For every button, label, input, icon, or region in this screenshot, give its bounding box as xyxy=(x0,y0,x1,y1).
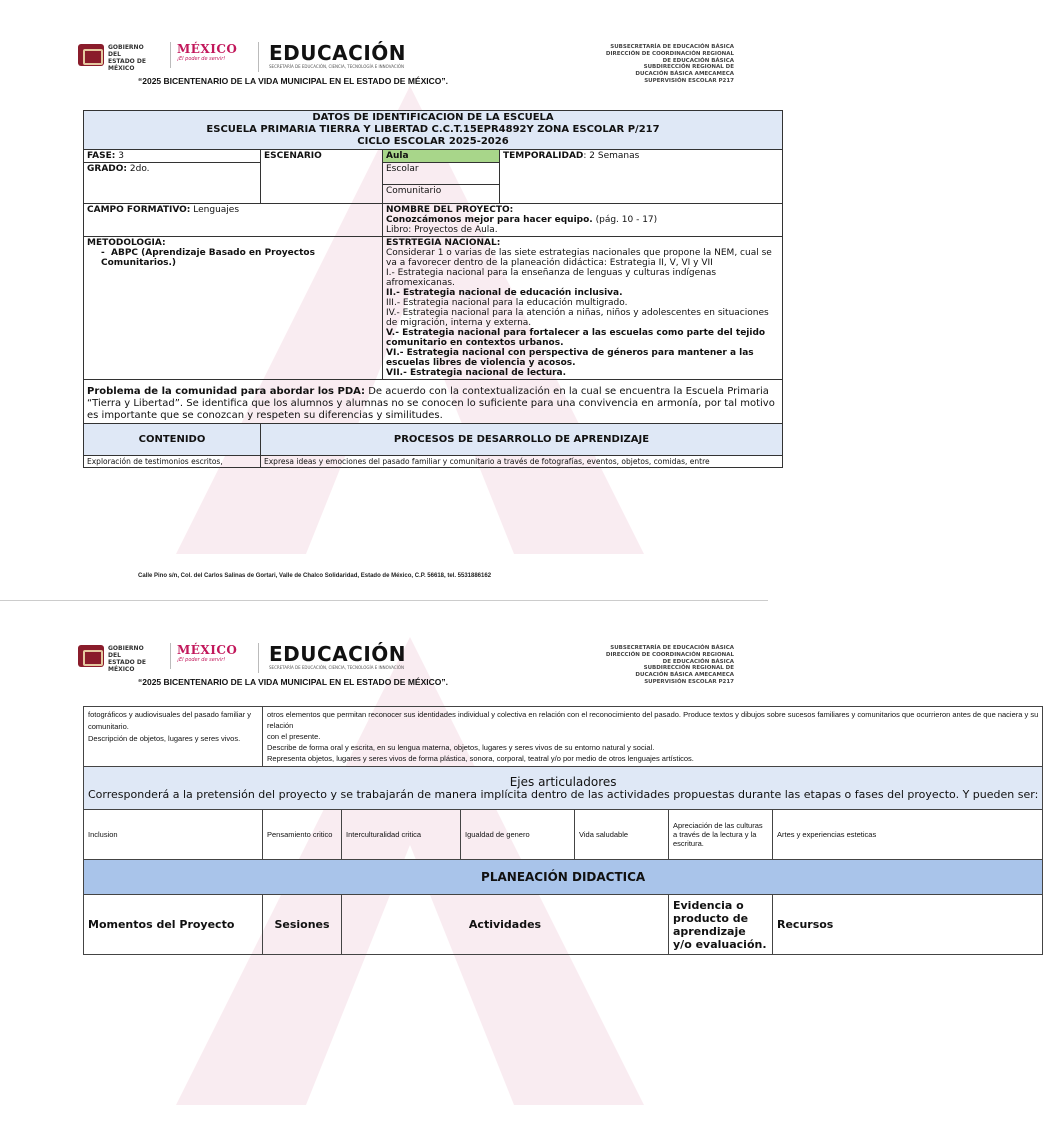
procesos-continuation xyxy=(263,707,1043,767)
problema-text: De acuerdo con la contextualización en la cual se encuentra la Escuela Primaria “Tierra y Libertad”. Se identifica que los alumnos y alumnas no se conocen lo suficiente para una convivencia en armonía, por tal motivo es importante que se conozcan y respeten su diferencias y similitudes. xyxy=(87,386,775,421)
problema-label: Problema de la comunidad para abordar los PDA: xyxy=(87,386,366,397)
estrategia-item: II.- Estrategia nacional de educación inclusiva. xyxy=(386,288,623,298)
eje-item: Interculturalidad critica xyxy=(342,810,461,860)
estrategia-label: ESTRTEGIA NACIONAL: xyxy=(386,238,501,248)
escenario-label: ESCENARIO xyxy=(261,150,383,204)
temporalidad-value: : 2 Semanas xyxy=(583,151,640,161)
sesiones-header: Sesiones xyxy=(263,895,342,955)
subsec-line: SUBDIRECCIÓN REGIONAL DE xyxy=(643,64,734,71)
estrategia-item: IV.- Estrategia nacional para la atención a niñas, niños y adolescentes en situaciones de migración, interna y externa. xyxy=(386,308,769,328)
ejes-text: Corresponderá a la pretensión del proyecto y se trabajarán de manera implícita dentro de las actividades propuestas durante las etapas o fases del proyecto. Y pueden ser: xyxy=(88,788,1039,801)
proyecto-name: Conozcámonos mejor para hacer equipo. xyxy=(386,215,593,225)
subsec-line: SUBSECRETARÍA DE EDUCACIÓN BÁSICA xyxy=(610,645,734,651)
mexico-logo-tagline: ¡El poder de servir! xyxy=(177,657,226,663)
estrategia-item: VII.- Estrategia nacional de lectura. xyxy=(386,368,567,378)
planeacion-table xyxy=(83,706,1043,955)
gob-line: GOBIERNO DEL xyxy=(108,44,144,58)
metodologia-item: - ABPC (Aprendizaje Basado en Proyectos Comunitarios.) xyxy=(101,248,315,268)
escenario-aula: Aula xyxy=(383,150,500,163)
subsec-line: SUPERVISIÓN ESCOLAR P217 xyxy=(644,678,734,685)
educacion-subtitle: SECRETARÍA DE EDUCACIÓN, CIENCIA, TECNOLOGÍA E INNOVACIÓN xyxy=(269,64,405,69)
problema-cell xyxy=(84,380,783,424)
subsec-line: SUPERVISIÓN ESCOLAR P217 xyxy=(644,77,734,84)
estrategia-item: I.- Estrategia nacional para la enseñanza de lenguas y culturas indígenas afromexicanas. xyxy=(386,268,717,288)
gob-line: MÉXICO xyxy=(108,666,135,673)
document-page-2 xyxy=(0,600,1039,1025)
subsec-line: DE EDUCACIÓN BÁSICA xyxy=(662,57,734,64)
evidencia-header: Evidencia o producto de aprendizaje y/o evaluación. xyxy=(669,895,773,955)
coat-of-arms-icon xyxy=(78,44,104,66)
gob-line: ESTADO DE xyxy=(108,659,146,666)
proceso-line: Describe de forma oral y escrita, en su lengua materna, objetos, lugares y seres vivos de su entorno natural y social. xyxy=(267,743,655,752)
proceso-line: Representa objetos, lugares y seres vivos de forma plástica, sonora, corporal, teatral y/o por medio de otros lenguajes artísticos. xyxy=(267,754,694,763)
proyecto-cell xyxy=(383,204,783,237)
fase-cell xyxy=(84,150,261,163)
gob-line: MÉXICO xyxy=(108,65,135,72)
metodologia-label: METODOLOGIA: xyxy=(87,238,166,248)
actividades-header: Actividades xyxy=(342,895,669,955)
contenido-value: Exploración de testimonios escritos, xyxy=(84,456,261,468)
estrategia-intro: Considerar 1 o varias de las siete estrategias nacionales que propone la NEM, cual se va a favorecer dentro de la planeación didáctica: Estrategia II, V, VI y VII xyxy=(386,248,772,268)
gobierno-logo xyxy=(78,42,156,72)
eje-item: Vida saludable xyxy=(575,810,669,860)
educacion-logo xyxy=(258,42,469,72)
educacion-title: EDUCACIÓN xyxy=(269,642,407,666)
gob-line: GOBIERNO DEL xyxy=(108,645,144,659)
school-line: ESCUELA PRIMARIA TIERRA Y LIBERTAD C.C.T.15EPR4892Y ZONA ESCOLAR P/217 xyxy=(206,124,660,135)
proceso-value: Expresa ideas y emociones del pasado familiar y comunitario a través de fotografías, eventos, objetos, comidas, entre xyxy=(261,456,783,468)
contenido-continuation: fotográficos y audiovisuales del pasado familiar y comunitario. Descripción de objetos, lugares y seres vivos. xyxy=(84,707,263,767)
eje-item: Artes y experiencias esteticas xyxy=(773,810,1043,860)
subsec-line: DIRECCIÓN DE COORDINACIÓN REGIONAL xyxy=(605,651,734,658)
subsecretaria-block xyxy=(606,645,734,686)
escenario-comunitario: Comunitario xyxy=(383,184,500,203)
estrategia-item: VI.- Estrategia nacional con perspectiva de géneros para mantener a las escuelas libres de violencia y acosos. xyxy=(386,348,754,368)
subsec-line: DUCACIÓN BÁSICA AMECAMECA xyxy=(635,672,734,679)
school-title-cell xyxy=(84,111,783,150)
document-page-1 xyxy=(0,0,775,600)
campo-cell xyxy=(84,204,383,237)
bicentenario-motto: “2025 BICENTENARIO DE LA VIDA MUNICIPAL EN EL ESTADO DE MÉXICO”. xyxy=(138,76,448,86)
page-header xyxy=(0,42,768,102)
procesos-header: PROCESOS DE DESARROLLO DE APRENDIZAJE xyxy=(261,424,783,456)
coat-of-arms-icon xyxy=(78,645,104,667)
educacion-logo xyxy=(258,643,469,673)
temporalidad-cell xyxy=(500,150,783,204)
proyecto-pages: (pág. 10 - 17) xyxy=(592,215,658,225)
eje-item: Pensamiento critico xyxy=(263,810,342,860)
mexico-logo-tagline: ¡El poder de servir! xyxy=(177,56,226,62)
mexico-logo xyxy=(170,643,261,669)
grado-label: GRADO: xyxy=(87,164,128,174)
school-cycle: CICLO ESCOLAR 2025-2026 xyxy=(357,136,509,147)
momentos-header: Momentos del Proyecto xyxy=(84,895,263,955)
mexico-logo xyxy=(170,42,261,68)
proceso-line: otros elementos que permitan reconocer sus identidades individual y colectiva en relación con el reconocimiento del pasado. Produce textos y dibujos sobre sucesos familiares y comunitarios que ocurrieron antes de que naciera y su relación xyxy=(267,710,1039,730)
estrategia-cell xyxy=(383,237,783,380)
subsec-line: DUCACIÓN BÁSICA AMECAMECA xyxy=(635,71,734,78)
gob-line: ESTADO DE xyxy=(108,58,146,65)
gobierno-logo xyxy=(78,643,156,673)
mexico-logo-text: MÉXICO xyxy=(177,643,238,657)
planeacion-title: PLANEACIÓN DIDACTICA xyxy=(84,860,1043,895)
grado-value: 2do. xyxy=(129,164,150,174)
escenario-escolar: Escolar xyxy=(383,163,500,185)
subsec-line: SUBDIRECCIÓN REGIONAL DE xyxy=(643,665,734,672)
estrategia-item: III.- Estrategia nacional para la educación multigrado. xyxy=(386,298,628,308)
bicentenario-motto: “2025 BICENTENARIO DE LA VIDA MUNICIPAL EN EL ESTADO DE MÉXICO”. xyxy=(138,677,448,687)
fase-value: 3 xyxy=(118,151,124,161)
metodologia-item-text: ABPC (Aprendizaje Basado en Proyectos Comunitarios.) xyxy=(101,248,315,268)
recursos-header: Recursos xyxy=(773,895,1043,955)
subsecretaria-block xyxy=(606,44,734,85)
proyecto-libro: Libro: Proyectos de Aula. xyxy=(386,225,498,235)
page-header xyxy=(0,643,768,703)
metodologia-cell xyxy=(84,237,383,380)
ejes-title: Ejes articuladores xyxy=(509,775,617,789)
school-title: DATOS DE IDENTIFICACION DE LA ESCUELA xyxy=(312,112,554,123)
mexico-logo-text: MÉXICO xyxy=(177,42,238,56)
estrategia-item: V.- Estrategia nacional para fortalecer a las escuelas como parte del tejido comunitario en contextos urbanos. xyxy=(386,328,766,348)
page-footer-address: Calle Pino s/n, Col. del Carlos Salinas de Gortari, Valle de Chalco Solidaridad, Estado de México, C.P. 56618, tel. 5531886162 xyxy=(138,573,492,579)
fase-label: FASE: xyxy=(87,151,116,161)
subsec-line: DIRECCIÓN DE COORDINACIÓN REGIONAL xyxy=(605,50,734,57)
subsec-line: DE EDUCACIÓN BÁSICA xyxy=(662,658,734,665)
ejes-cell xyxy=(84,767,1043,810)
educacion-subtitle: SECRETARÍA DE EDUCACIÓN, CIENCIA, TECNOLOGÍA E INNOVACIÓN xyxy=(269,665,405,670)
grado-cell xyxy=(84,163,261,204)
eje-item: Inclusion xyxy=(84,810,263,860)
contenido-header: CONTENIDO xyxy=(84,424,261,456)
educacion-title: EDUCACIÓN xyxy=(269,41,407,65)
subsec-line: SUBSECRETARÍA DE EDUCACIÓN BÁSICA xyxy=(610,44,734,50)
school-data-table xyxy=(83,110,783,468)
eje-item: Apreciación de las culturas a través de la lectura y la escritura. xyxy=(669,810,773,860)
campo-label: CAMPO FORMATIVO: xyxy=(87,205,191,215)
temporalidad-label: TEMPORALIDAD xyxy=(503,151,584,161)
proceso-line: con el presente. xyxy=(267,732,321,741)
proyecto-label: NOMBRE DEL PROYECTO: xyxy=(386,205,514,215)
eje-item: Igualdad de genero xyxy=(461,810,575,860)
campo-value: Lenguajes xyxy=(190,205,240,215)
